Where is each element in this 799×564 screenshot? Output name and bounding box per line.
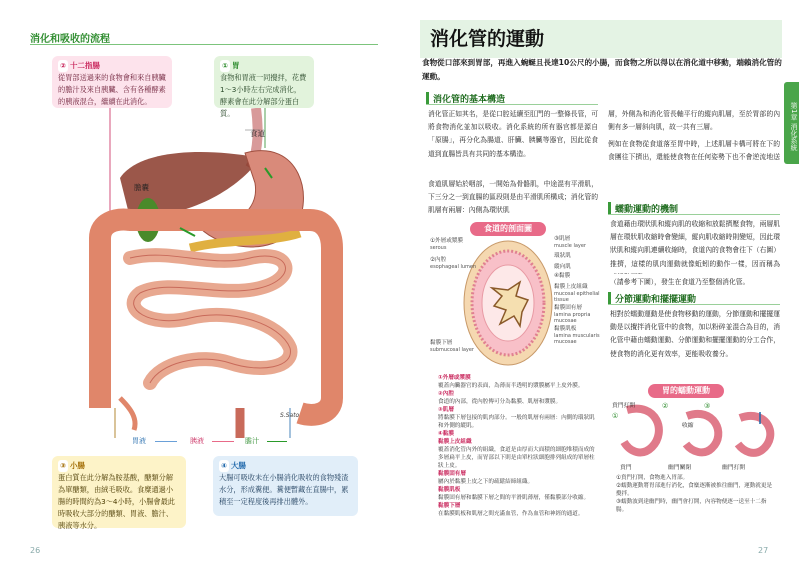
stomach-text: 食物和胃液一同攪拌，花費1～3小時左右完成消化，酵素會在此分解部分蛋白質。 bbox=[220, 73, 307, 118]
stomach-num: ① bbox=[222, 62, 228, 70]
layer-lumen-num: ② bbox=[430, 257, 436, 263]
cross-section-notes bbox=[438, 374, 598, 546]
digestive-system-illustration bbox=[60, 108, 360, 438]
paragraph-segmentation: 相對於蠕動運動是使食物移動的運動，分節運動和擺擺運動是以攪拌消化管中的食物，加以粉碎並混合為目的，消化管中藉由蠕動運動、分節運動和擺擺運動的分工合作，使食物的消化更有效率，更能吸收養分。 bbox=[610, 310, 780, 358]
appendix-shape bbox=[120, 398, 135, 430]
layer-circular-label: 環狀肌 bbox=[554, 253, 571, 259]
peristalsis-diagram bbox=[612, 402, 782, 464]
layer-lumen-en: esophageal lumen bbox=[430, 264, 477, 270]
large-intestine-text: 大腸可吸收未在小腸消化吸收的食物殘渣水分，形成糞便。糞便暫藏在直腸中，累積至一定程度後再排出體外。 bbox=[219, 473, 349, 506]
stomach-title: 胃 bbox=[231, 61, 240, 70]
page-number-left: 26 bbox=[30, 546, 41, 555]
layer-outer-num: ① bbox=[430, 238, 436, 244]
duodenum-num: ② bbox=[60, 62, 66, 70]
small-intestine-box bbox=[52, 456, 186, 528]
peristalsis-note: ③蠕動波到達幽門時，幽門會打開，內容物便逐一送至十二指腸。 bbox=[616, 499, 767, 513]
duodenum-text: 從胃部送過來的食物會和來自胰臟的膽汁及來自胰臟、含有各種酵素的胰液混合，繼續在此消化。 bbox=[58, 73, 166, 106]
note-term: 黏膜上皮組織 bbox=[438, 439, 472, 445]
note-term: ③肌層 bbox=[438, 407, 454, 413]
legend-gastric: 胃液 bbox=[132, 437, 146, 445]
stomach-box bbox=[214, 56, 314, 118]
note-term: ②內腔 bbox=[438, 391, 454, 397]
small-intestine-text: 蛋白質在此分解為胺基酸，醣類分解為單醣類，由絨毛吸收。食糜通過小腸的時間約為3～4小時，小腸會最此時吸收大部分的醣類、胃液、膽汁、胰液等水分。 bbox=[58, 473, 175, 530]
layer-propria-label: 黏膜固有層 bbox=[554, 305, 582, 311]
layer-muscle-num: ③ bbox=[554, 236, 560, 242]
note-desc: 將黏膜下層包接的肌肉部分。一般的肌層有兩層：內側的環狀肌和外側的縱肌。 bbox=[438, 415, 595, 429]
layer-outer-en: serous bbox=[430, 245, 447, 251]
note-term: ④黏膜 bbox=[438, 431, 454, 437]
small-intestine-shape bbox=[130, 255, 290, 383]
peristalsis-title: 胃的蠕動運動 bbox=[648, 384, 724, 398]
intro-text: 食物從口部來到胃部，再進入蜿蜒且長達10公尺的小腸，而食物之所以得以在消化道中移動，端賴消化管的運動。 bbox=[422, 58, 782, 81]
layer-mucosa-num: ④ bbox=[554, 273, 560, 279]
chapter-tab[interactable]: 第1章 消化系統 bbox=[784, 82, 799, 164]
label-contract: 收縮 bbox=[682, 423, 694, 429]
duodenum-box bbox=[52, 56, 172, 108]
layer-muscle-label: 肌層 bbox=[559, 236, 571, 242]
layer-propria-en: lamina propria mucosae bbox=[554, 312, 591, 324]
cross-section-title: 食道的剖面圖 bbox=[470, 222, 546, 236]
small-intestine-num: ③ bbox=[60, 462, 66, 470]
paragraph-peristalsis-end: （請參考下圖），發生在食道乃至整個消化管。 bbox=[610, 278, 750, 286]
legend-gastric-arrow bbox=[155, 441, 177, 442]
step-2-marker: ② bbox=[662, 402, 669, 410]
note-desc: 屬內於黏膜上皮之下的疏鬆結締組織。 bbox=[438, 479, 534, 485]
layer-submucosa-en: submucosal layer bbox=[430, 347, 474, 353]
legend-pancreatic: 胰液 bbox=[190, 437, 204, 445]
cross-section-left-labels bbox=[430, 238, 490, 270]
note-term: 黏膜肌板 bbox=[438, 487, 461, 493]
label-pylorus-open: 幽門打開 bbox=[722, 465, 746, 471]
layer-muscularis-en: lamina muscularis mucosae bbox=[554, 333, 600, 345]
layer-mucosa-label: 黏膜 bbox=[559, 273, 571, 279]
layer-submucosa-label: 黏膜下層 bbox=[430, 340, 453, 346]
large-intestine-title: 大腸 bbox=[230, 461, 246, 470]
subheading-basic-structure: 消化管的基本構造 bbox=[426, 92, 596, 105]
note-desc: 覆蓋消化管內外的組織，食道是由厚而大面積的細胞堆積而成的多層扁平上皮，而胃部以下則是由單柱狀細胞排列組成的單層柱狀上皮。 bbox=[438, 447, 595, 469]
duodenum-title: 十二指腸 bbox=[69, 61, 100, 70]
large-intestine-box bbox=[213, 456, 358, 516]
large-intestine-num: ④ bbox=[221, 462, 227, 470]
note-term: 黏膜固有層 bbox=[438, 471, 466, 477]
step-3-marker: ③ bbox=[704, 402, 711, 410]
esophagus-label: 食道 bbox=[250, 129, 265, 138]
legend-bile: 膽汁 bbox=[245, 437, 259, 445]
label-cardia-open: 賁門打開 bbox=[612, 403, 636, 409]
note-desc: 覆蓋內臟器官的表面，為薄而半透明的漿膜屬平上皮外膜。 bbox=[438, 383, 584, 389]
subheading-peristalsis: 蠕動運動的機制 bbox=[608, 202, 780, 215]
paragraph-structure-1: 消化管正如其名，是從口腔延續至肛門的一整條長管，可將食物消化並加以吸收。消化系統的所有器官都是源自「原腸」，再分化為腸道、肝臟、胰臟等器官，因此從食道到直腸皆具有共同的基本構造。 bbox=[428, 110, 598, 158]
note-desc: 黏膜固有層和黏膜下層之間的平滑肌薄層，僅黏膜部分收縮。 bbox=[438, 495, 590, 501]
illustrator-signature: S.Sato bbox=[280, 412, 300, 419]
note-term: 黏膜下層 bbox=[438, 503, 461, 509]
layer-epithelium-en: mucosal epithelial tissue bbox=[554, 291, 600, 303]
layer-epithelium-label: 黏膜上皮組織 bbox=[554, 284, 588, 290]
paragraph-structure-3: 層，外側為和消化管長軸平行的縱向肌層，至於胃部的內側有多一層斜向肌，故一共有三層。 bbox=[608, 110, 780, 132]
layer-muscle-en: muscle layer bbox=[554, 243, 586, 249]
legend-pancreatic-arrow bbox=[212, 441, 234, 442]
step-1-marker: ① bbox=[612, 412, 619, 420]
paragraph-structure-2: 食道肌層始於咽部，一開始為骨骼肌，中途混有平滑肌，下三分之一到直腸的區段則是由平滑肌所構成；消化管的肌層有兩層：內側為環狀肌 bbox=[428, 180, 598, 215]
layer-longitudinal-label: 縱向肌 bbox=[554, 264, 571, 270]
section-divider bbox=[30, 44, 378, 45]
gallbladder-label: 膽囊 bbox=[134, 183, 149, 192]
small-intestine-title: 小腸 bbox=[69, 461, 85, 470]
peristalsis-notes bbox=[616, 474, 776, 514]
layer-lumen-label: 內腔 bbox=[435, 257, 447, 263]
label-pylorus-closed: 幽門關閉 bbox=[668, 465, 692, 471]
peristalsis-note: ②蠕動運動將胃部進行消化，食糜逐漸被推往幽門，運動就更是攪拌。 bbox=[616, 483, 773, 497]
page-number-right: 27 bbox=[758, 546, 769, 555]
note-term: ①外層或漿膜 bbox=[438, 375, 471, 381]
note-desc: 在黏膜肌板和肌層之間充滿血管，作為血管和神經的通道。 bbox=[438, 511, 584, 517]
page-title: 消化管的運動 bbox=[430, 28, 545, 50]
paragraph-peristalsis: 食道藉由環狀肌和縱向肌的收縮和放鬆擠壓食物，兩層肌層在環狀肌收縮時會變細，縱向肌收縮時則變短，因此環狀肌和縱向肌連續收縮時，食道內的食物會往下（右圖）推擠，這樣的肌肉運動就像蚯蚓的動作一樣，因而稱為 bbox=[610, 220, 780, 268]
cross-section-right-labels bbox=[554, 236, 604, 345]
subheading-segmentation: 分節運動和擺擺運動 bbox=[608, 292, 780, 305]
label-cardia: 賁門 bbox=[620, 465, 632, 471]
secretion-legend bbox=[120, 436, 290, 448]
legend-bile-arrow bbox=[267, 441, 287, 442]
note-desc: 食道的內部，從內腔傳可分為黏膜、肌層和漿膜。 bbox=[438, 399, 562, 405]
layer-outer-label: 外層或漿膜 bbox=[435, 238, 463, 244]
paragraph-structure-4: 例如在食物從食道落至胃中時，上述肌層卡構可將在下的食團往下擠出，還能使食物在任何姿勢下也不會逆流地送 bbox=[608, 140, 780, 162]
section-title: 消化和吸收的流程 bbox=[30, 34, 110, 45]
peristalsis-note: ①賁門打開，食物進入胃部。 bbox=[616, 475, 689, 481]
layer-muscularis-label: 黏膜肌板 bbox=[554, 326, 577, 332]
cross-section-bottom-left-label bbox=[430, 340, 490, 353]
